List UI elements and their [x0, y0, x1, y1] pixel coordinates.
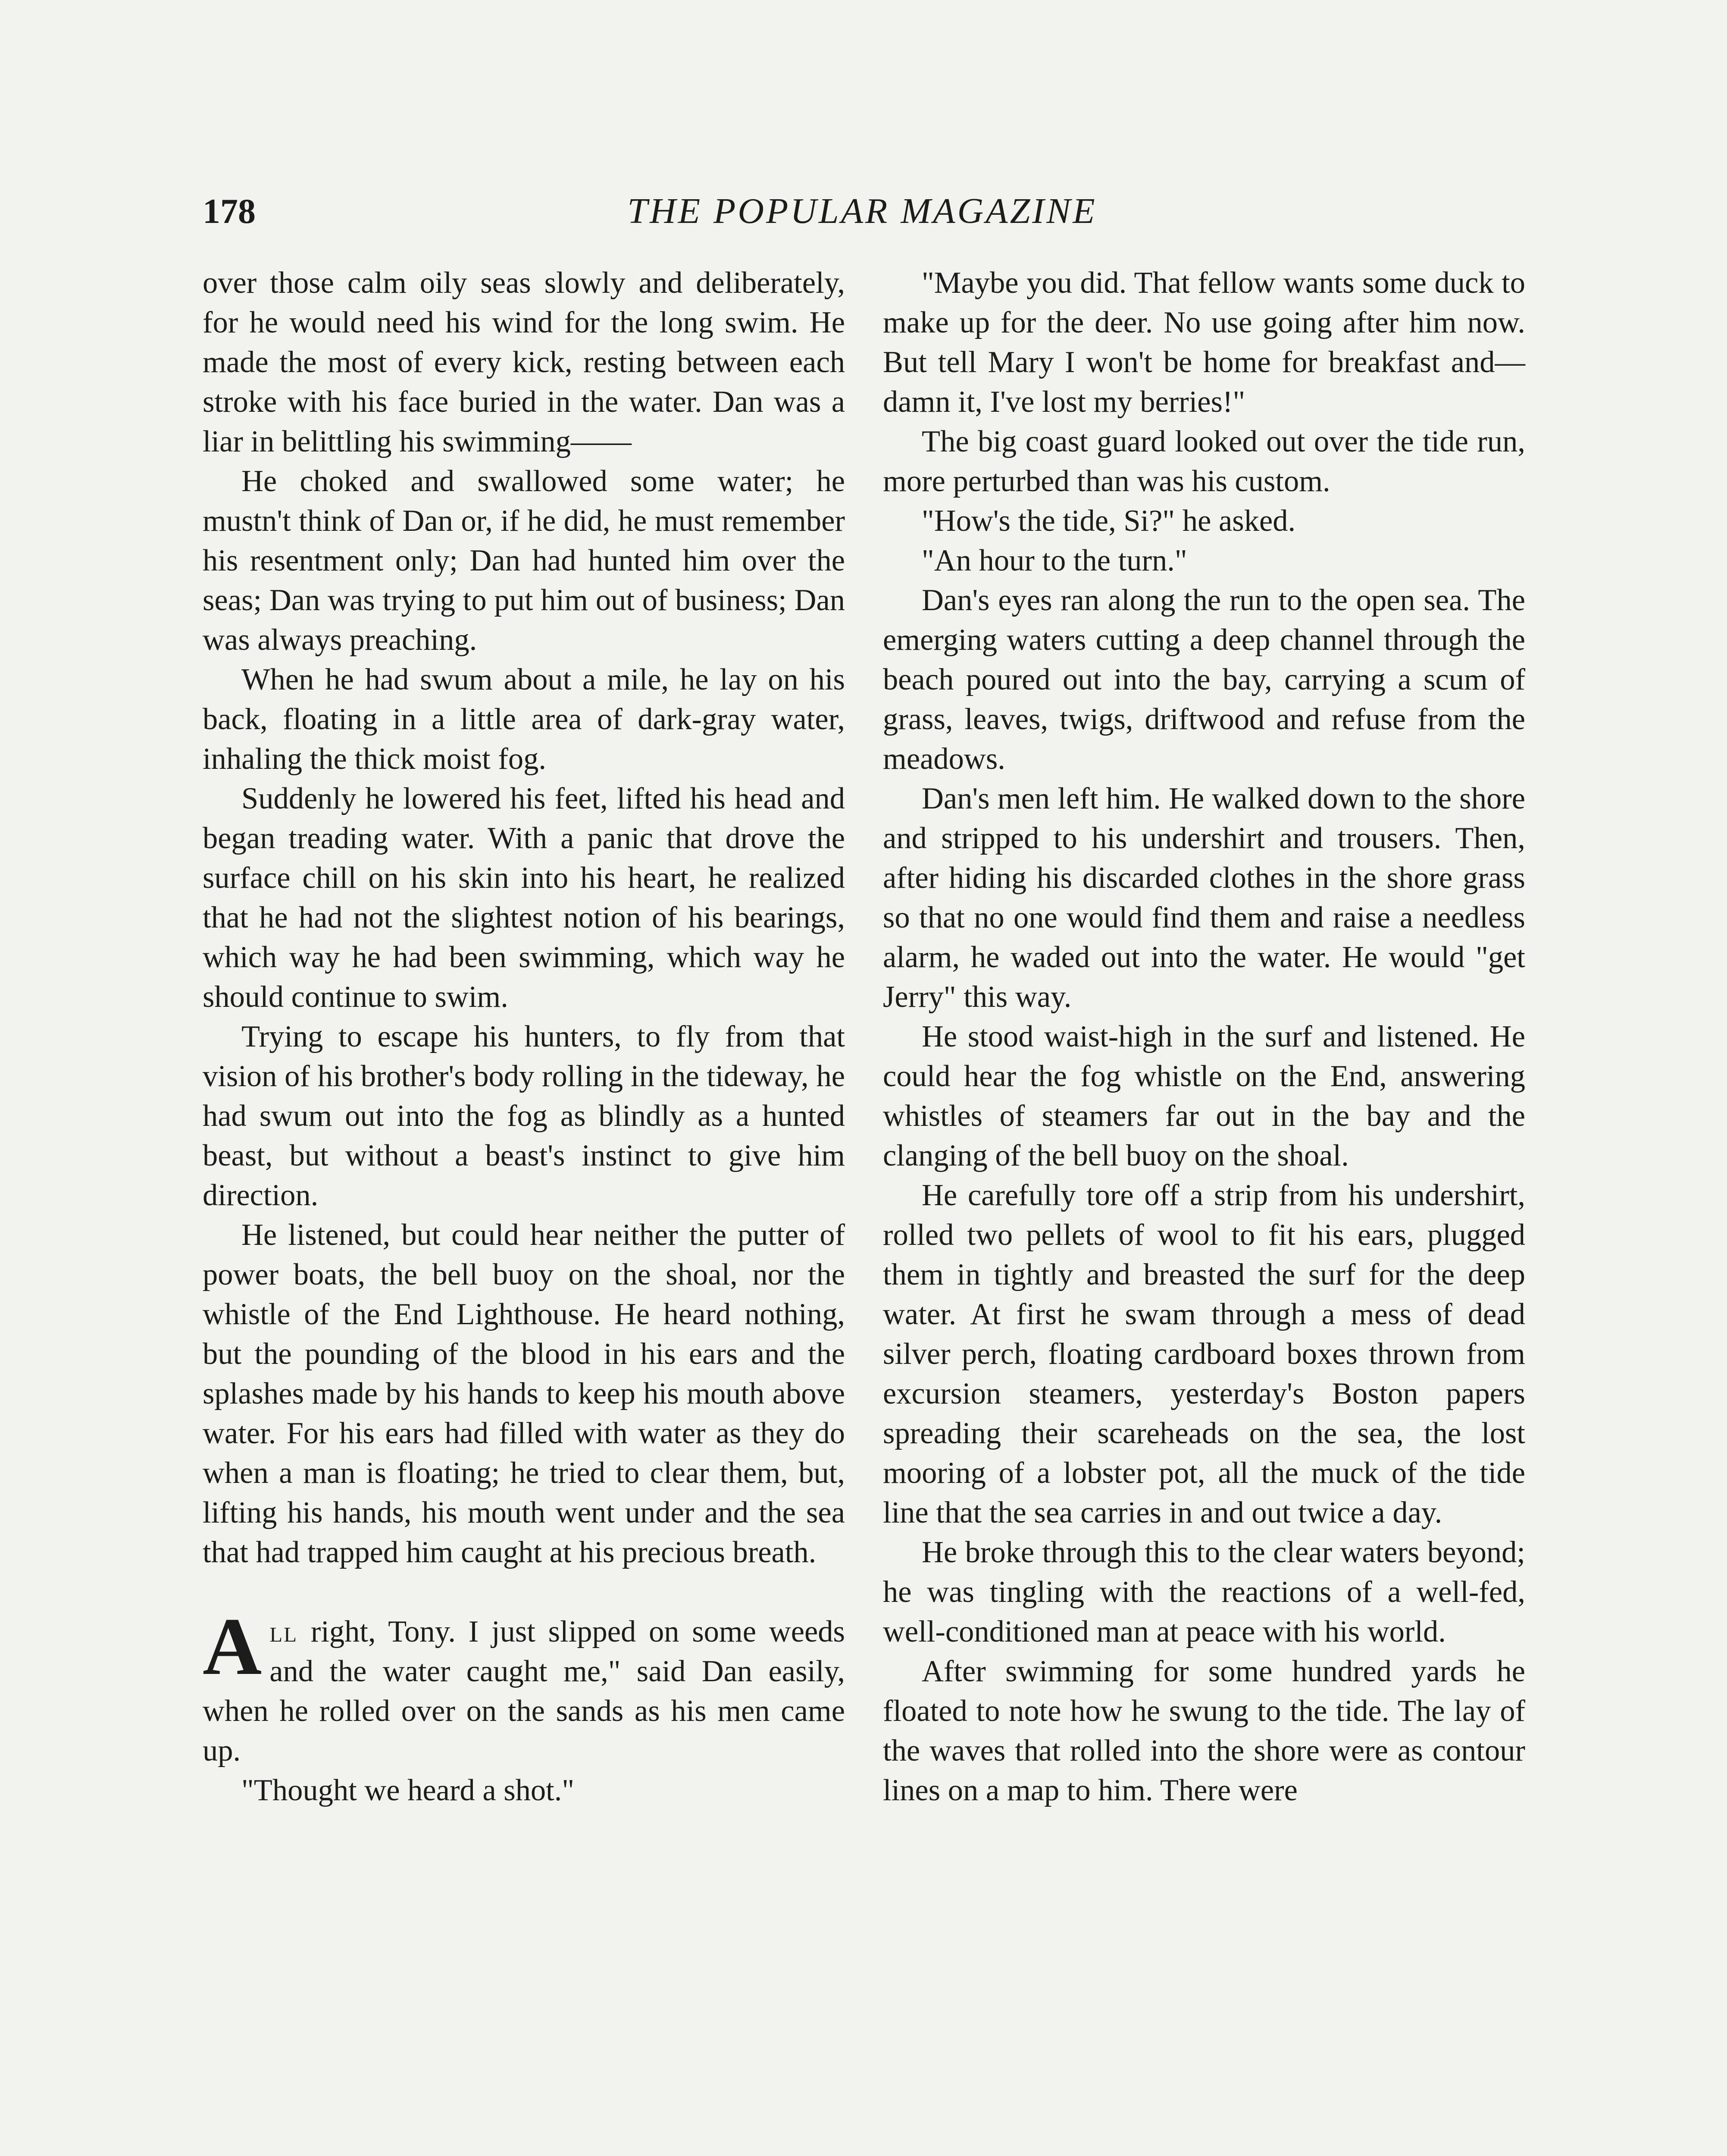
paragraph: He choked and swallowed some water; he mustn't think of Dan or, if he did, he must remember his resentment only; Dan had hunted him over the seas; Dan was trying to put him out of business; Dan was always preaching.: [203, 464, 845, 657]
paragraph: "An hour to the turn.": [922, 544, 1187, 577]
paragraph: When he had swum about a mile, he lay on his back, floating in a little area of dark-gray water, inhaling the thick moist fog.: [203, 663, 845, 776]
paragraph: Dan's eyes ran along the run to the open sea. The emerging waters cutting a deep channel through the beach poured out into the bay, carrying a scum of grass, leaves, twigs, driftwood and refuse from the meadows.: [883, 583, 1525, 776]
paragraph: "How's the tide, Si?" he asked.: [922, 504, 1296, 538]
page-number: 178: [203, 191, 256, 231]
paragraph: After swimming for some hundred yards he floated to note how he swung to the tide. The lay of the waves that rolled into the shore were as contour lines on a map to him. There were: [883, 1655, 1525, 1807]
paragraph: The big coast guard looked out over the tide run, more perturbed than was his custom.: [883, 425, 1525, 498]
paragraph: He carefully tore off a strip from his undershirt, rolled two pellets of wool to fit his ears, plugged them in tightly and breasted the surf for the deep water. At first he swam through a mess of dead silver perch, floating cardboard boxes thrown from excursion steamers, yesterday's Boston papers spreading their scareheads on the sea, the lost mooring of a lobster pot, all the muck of the tide line that the sea carries in and out twice a day.: [883, 1178, 1525, 1529]
small-caps-lead: ll: [269, 1615, 298, 1648]
left-column: [203, 263, 845, 1810]
right-column: [883, 263, 1525, 1810]
paragraph: "Thought we heard a shot.": [241, 1774, 575, 1807]
paragraph: Suddenly he lowered his feet, lifted his head and began treading water. With a panic that drove the surface chill on his skin into his heart, he realized that he had not the slightest notion of his bearings, which way he had been swimming, which way he should continue to swim.: [203, 782, 845, 1014]
section-start-paragraph: [203, 1601, 845, 1771]
drop-cap: A: [203, 1601, 262, 1692]
paragraph: He listened, but could hear neither the putter of power boats, the bell buoy on the shoal, nor the whistle of the End Lighthouse. He heard nothing, but the pounding of the blood in his ears and the splashes made by his hands to keep his mouth above water. For his ears had filled with water as they do when a man is floating; he tried to clear them, but, lifting his hands, his mouth went under and the sea that had trapped him caught at his precious breath.: [203, 1218, 845, 1569]
paragraph: Dan's men left him. He walked down to the shore and stripped to his undershirt and trousers. Then, after hiding his discarded clothes in the shore grass so that no one would find them and raise a needless alarm, he waded out into the water. He would "get Jerry" this way.: [883, 782, 1525, 1014]
running-head: THE POPULAR MAGAZINE: [627, 191, 1097, 231]
paragraph: He stood waist-high in the surf and listened. He could hear the fog whistle on the End, answering whistles of steamers far out in the bay and the clanging of the bell buoy on the shoal.: [883, 1020, 1525, 1172]
paragraph: Trying to escape his hunters, to fly from that vision of his brother's body rolling in the tideway, he had swum out into the fog as blindly as a hunted beast, but without a beast's instinct to give him direction.: [203, 1020, 845, 1212]
page-header: [203, 183, 1522, 239]
paragraph-text: right, Tony. I just slipped on some weeds and the water caught me," said Dan easily, when he rolled over on the sands as his men came up.: [203, 1615, 845, 1767]
paragraph: He broke through this to the clear waters beyond; he was tingling with the reactions of a well-fed, well-conditioned man at peace with his world.: [883, 1536, 1525, 1648]
paragraph: "Maybe you did. That fellow wants some duck to make up for the deer. No use going after him now. But tell Mary I won't be home for breakfast and—damn it, I've lost my berries!": [883, 266, 1525, 419]
paragraph: over those calm oily seas slowly and deliberately, for he would need his wind for the long swim. He made the most of every kick, resting between each stroke with his face buried in the water. Dan was a liar in belittling his swimming——: [203, 266, 845, 458]
